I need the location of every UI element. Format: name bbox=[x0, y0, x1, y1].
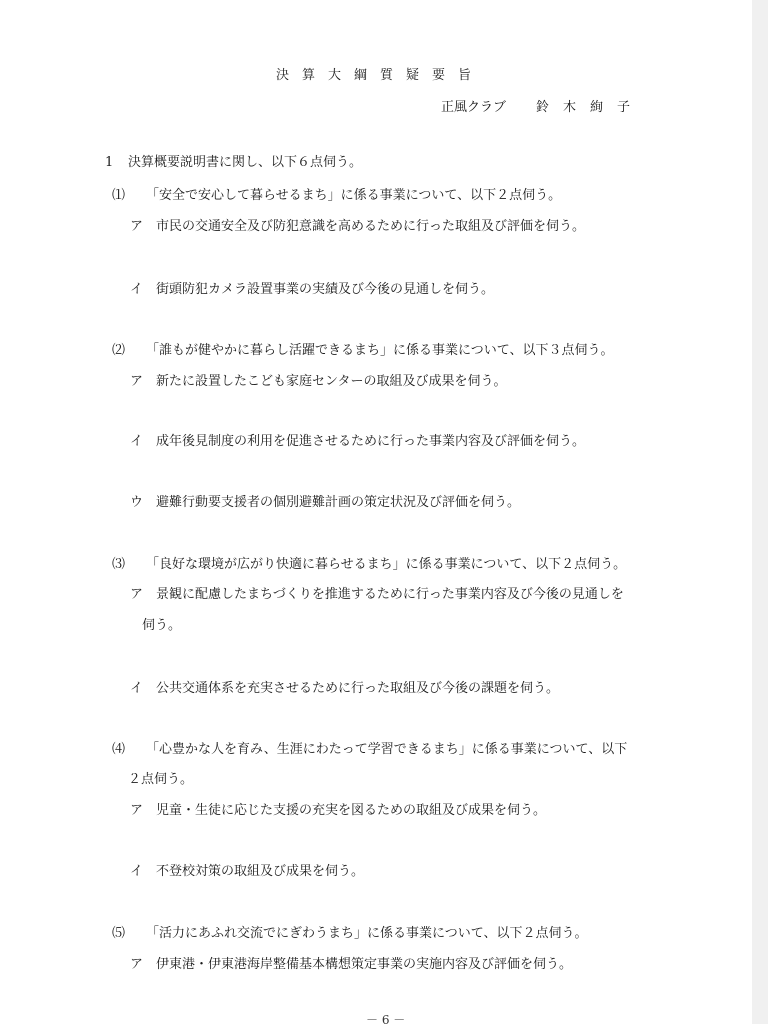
item-label: ア bbox=[130, 957, 144, 972]
section-1-item-i bbox=[130, 281, 494, 299]
section-1-item-a bbox=[130, 218, 585, 236]
club-name: 正風クラブ bbox=[441, 100, 507, 115]
speaker-name: 鈴木絢子 bbox=[536, 100, 645, 115]
item-label: イ bbox=[130, 864, 144, 879]
item-text: 公共交通体系を充実させるために行った取組及び今後の課題を伺う。 bbox=[156, 681, 560, 696]
section-5-item-a bbox=[130, 956, 572, 974]
section-5-heading bbox=[112, 925, 587, 943]
section-3-heading bbox=[112, 556, 626, 574]
section-4-item-a bbox=[130, 802, 546, 820]
section-number: ⑷ bbox=[112, 742, 126, 757]
section-1-heading bbox=[112, 187, 561, 205]
item-label: ウ bbox=[130, 495, 144, 510]
section-number: ⑸ bbox=[112, 926, 126, 941]
item-label: ア bbox=[130, 587, 144, 602]
item-label: ア bbox=[130, 803, 144, 818]
section-text: 「心豊かな人を育み、生涯にわたって学習できるまち」に係る事業について、以下 bbox=[146, 742, 628, 757]
section-text: 「誰もが健やかに暮らし活躍できるまち」に係る事業について、以下３点伺う。 bbox=[146, 343, 614, 358]
item-text: 不登校対策の取組及び成果を伺う。 bbox=[156, 864, 365, 879]
item-label: ア bbox=[130, 374, 144, 389]
item-text: 街頭防犯カメラ設置事業の実績及び今後の見通しを伺う。 bbox=[156, 282, 495, 297]
section-number: ⑶ bbox=[112, 557, 126, 572]
section-3-item-a bbox=[130, 586, 624, 604]
section-3-item-i bbox=[130, 680, 559, 698]
item-text: 新たに設置したこども家庭センターの取組及び成果を伺う。 bbox=[156, 374, 507, 389]
document-title: 決算大綱質疑要旨 bbox=[276, 68, 485, 83]
section-number: ⑵ bbox=[112, 343, 126, 358]
section-4-item-i bbox=[130, 863, 364, 881]
item-label: イ bbox=[130, 681, 144, 696]
section-4-heading bbox=[112, 741, 627, 759]
item-label: イ bbox=[130, 434, 144, 449]
section-2-heading bbox=[112, 342, 613, 360]
item-label: ア bbox=[130, 219, 144, 234]
item-text: 伊東港・伊東港海岸整備基本構想策定事業の実施内容及び評価を伺う。 bbox=[156, 957, 573, 972]
section-text: 「安全で安心して暮らせるまち」に係る事業について、以下２点伺う。 bbox=[146, 188, 562, 203]
section-text: 「良好な環境が広がり快適に暮らせるまち」に係る事業について、以下２点伺う。 bbox=[146, 557, 627, 572]
item-text: 景観に配慮したまちづくりを推進するために行った事業内容及び今後の見通しを bbox=[156, 587, 624, 602]
item-text: 成年後見制度の利用を促進させるために行った事業内容及び評価を伺う。 bbox=[156, 434, 586, 449]
item-text: 市民の交通安全及び防犯意識を高めるために行った取組及び評価を伺う。 bbox=[156, 219, 586, 234]
section-2-item-u bbox=[130, 494, 520, 512]
section-number: ⑴ bbox=[112, 188, 126, 203]
intro-text: 決算概要説明書に関し、以下６点伺う。 bbox=[128, 155, 363, 170]
page-number: － 6 － bbox=[366, 1013, 406, 1024]
item-text: 児童・生徒に応じた支援の充実を図るための取組及び成果を伺う。 bbox=[156, 803, 547, 818]
author-line bbox=[441, 96, 644, 115]
section-2-item-a bbox=[130, 373, 506, 391]
intro-line bbox=[105, 154, 362, 172]
item-label: イ bbox=[130, 282, 144, 297]
section-4-heading-continued: ２点伺う。 bbox=[128, 772, 194, 787]
section-3-item-a-continued: 伺う。 bbox=[142, 618, 182, 633]
intro-number: 1 bbox=[105, 155, 114, 170]
section-text: 「活力にあふれ交流でにぎわうまち」に係る事業について、以下２点伺う。 bbox=[146, 926, 588, 941]
section-2-item-i bbox=[130, 433, 585, 451]
item-text: 避難行動要支援者の個別避難計画の策定状況及び評価を伺う。 bbox=[156, 495, 521, 510]
